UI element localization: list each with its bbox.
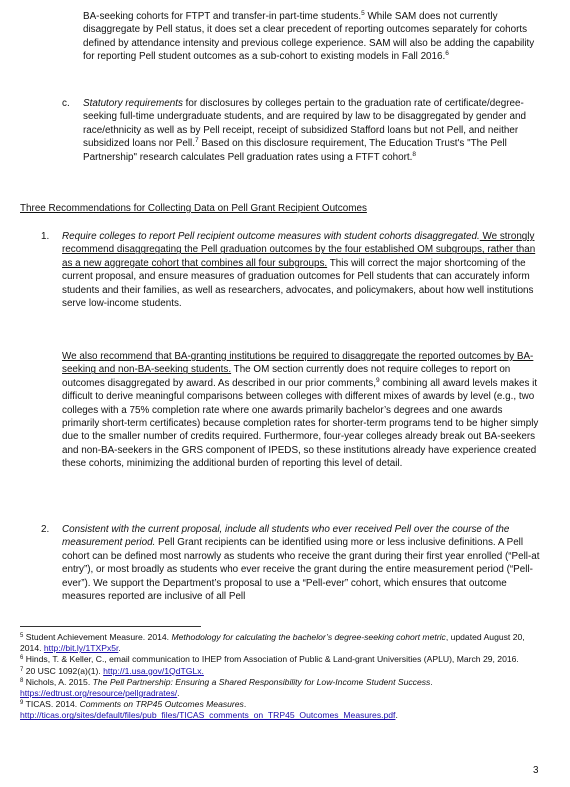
recommendation-1-paragraph-2 bbox=[62, 350, 540, 471]
footnote-6 bbox=[20, 654, 542, 665]
recommendation-2 bbox=[62, 523, 540, 603]
body-text: While SAM does not currently disaggregate by Pell status, it does set a clear precedent of reporting outcomes separately for cohorts defined by attendance intensity and previous college experience. SAM will also be adding the capability for reporting Pell student outcomes as a sub-cohort to existing models in Fall 2016. bbox=[83, 11, 535, 63]
footnote-divider bbox=[20, 626, 201, 627]
footnote-title: The Pell Partnership: Ensuring a Shared Responsibility for Low-Income Student Success bbox=[92, 676, 431, 687]
body-text: This will correct the major shortcoming of the current proposal, and ensure measures of graduation outcomes for Pell students that can accurately inform students and their families, as well as researchers, advocates, and policymakers, about how well institutions serve low-income students. bbox=[62, 257, 534, 310]
footnote-9 bbox=[20, 699, 542, 721]
footnote-number: 9 bbox=[20, 700, 24, 707]
recommendation-1 bbox=[62, 230, 540, 310]
list-marker: c. bbox=[62, 98, 70, 109]
footnote-8 bbox=[20, 677, 542, 699]
footnote-ref[interactable]: 6 bbox=[445, 50, 449, 58]
item-lead: Statutory requirements bbox=[83, 98, 183, 109]
body-text: Pell Grant recipients can be identified using more or less inclusive definitions. A Pell cohort can be defined most narrowly as students who receive the grant during their first year enrolled (“Pell-at entry”), or most broadly as students who ever receive the grant during the entire measurement period (“Pell-ever”). We support the Department’s proposal to use a “Pell-ever” cohort, which ensures that outcome measures reported are inclusive of all Pell bbox=[62, 537, 540, 603]
footnote-text: , updated August 20, 2014. bbox=[20, 632, 525, 654]
footnote-number: 7 bbox=[20, 666, 24, 673]
footnote-text: TICAS. 2014. bbox=[23, 699, 80, 710]
footnote-text: . bbox=[430, 676, 433, 687]
footnote-7 bbox=[20, 666, 542, 677]
body-text: The OM section currently does not require colleges to report on outcomes disaggregated by award. As described in our prior comments, bbox=[62, 364, 511, 389]
footnote-link[interactable]: https://edtrust.org/resource/pellgradrates/ bbox=[20, 688, 178, 699]
footnote-text: Student Achievement Measure. 2014. bbox=[23, 632, 172, 642]
body-text: combining all award levels makes it difficult to derive meaningful comparisons between colleges with different mixes of awards by level (e.g., two colleges with a 75% completion rate where one awards primarily bachelor’s degrees and one awards primarily short-term certificates) because completion rates for shorter-term programs tend to be higher simply due to the smaller number of credits required. Furthermore, four-year colleges already break out BA-seekers and non-BA-seekers in the GRS component of IPEDS, so these institutions already have experience created these cohorts, minimizing the additional burden of reporting this level of detail. bbox=[62, 377, 539, 470]
footnote-number: 8 bbox=[20, 677, 24, 684]
underlined-text: We strongly recommend disaggregating the Pell graduation outcomes by the four established OM subgroups, rather than as a new aggregate cohort that combines all four subgroups. bbox=[62, 231, 536, 269]
footnote-text: . bbox=[243, 699, 247, 710]
footnote-link[interactable]: http://bit.ly/1TXPx5r bbox=[43, 643, 119, 654]
footnote-ref[interactable]: 7 bbox=[194, 137, 199, 145]
body-text: Based on this disclosure requirement, The Education Trust's "The Pell Partnership" research calculates Pell graduation rates using a FTFT cohort. bbox=[83, 138, 507, 163]
footnotes bbox=[20, 632, 542, 722]
recommendation-lead: Consistent with the current proposal, include all students who ever received Pell over the course of the measurement period. bbox=[62, 524, 510, 549]
footnote-text: . bbox=[395, 710, 398, 721]
footnote-text: Nichols, A. 2015. bbox=[23, 676, 93, 687]
section-heading bbox=[20, 202, 540, 215]
intro-paragraph bbox=[83, 10, 535, 64]
footnote-text: Hinds, T. & Keller, C., email communication to IHEP from Association of Public & Land-grant Universities (APLU), March 29, 2016. bbox=[23, 654, 519, 665]
footnote-text: . bbox=[118, 643, 121, 654]
footnote-text: . bbox=[177, 688, 180, 699]
page-number: 3 bbox=[533, 765, 539, 776]
underlined-text: We also recommend that BA-granting institutions be required to disaggregate the reported outcomes by BA-seeking and non-BA-seeking students. bbox=[62, 351, 534, 376]
footnote-number: 6 bbox=[20, 655, 24, 662]
footnote-number: 5 bbox=[20, 633, 24, 639]
list-marker: 1. bbox=[41, 231, 50, 242]
footnote-ref[interactable]: 5 bbox=[361, 10, 365, 17]
list-marker: 2. bbox=[41, 524, 50, 535]
footnote-text: 20 USC 1092(a)(1). bbox=[23, 665, 104, 676]
footnote-ref[interactable]: 8 bbox=[412, 150, 416, 158]
footnote-title: Methodology for calculating the bachelor’s degree-seeking cohort metric bbox=[171, 632, 446, 642]
body-text: for disclosures by colleges pertain to the graduation rate of certificate/degree-seeking full-time undergraduate students, and are required by law to be disaggregated by gender and race/ethnicity as well as by Pell receipt, receipt of subsidized Stafford loans but not Pell, and neither subsidized loans nor Pell. bbox=[83, 98, 527, 150]
statutory-requirements-item bbox=[83, 97, 538, 164]
section-heading-text: Three Recommendations for Collecting Data on Pell Grant Recipient Outcomes bbox=[20, 203, 367, 214]
footnote-ref[interactable]: 9 bbox=[375, 376, 380, 384]
footnote-title: Comments on TRP45 Outcomes Measures bbox=[79, 699, 244, 710]
footnote-link[interactable]: http://ticas.org/sites/default/files/pub_files/TICAS_comments_on_TRP45_Outcomes_Measures.pdf bbox=[20, 710, 396, 721]
footnote-5 bbox=[20, 632, 542, 654]
recommendation-lead: Require colleges to report Pell recipient outcome measures with student cohorts disaggregated. bbox=[62, 231, 480, 242]
footnote-link[interactable]: http://1.usa.gov/1QdTGLx. bbox=[103, 665, 204, 676]
body-text: BA-seeking cohorts for FTPT and transfer-in part-time students. bbox=[83, 11, 362, 22]
